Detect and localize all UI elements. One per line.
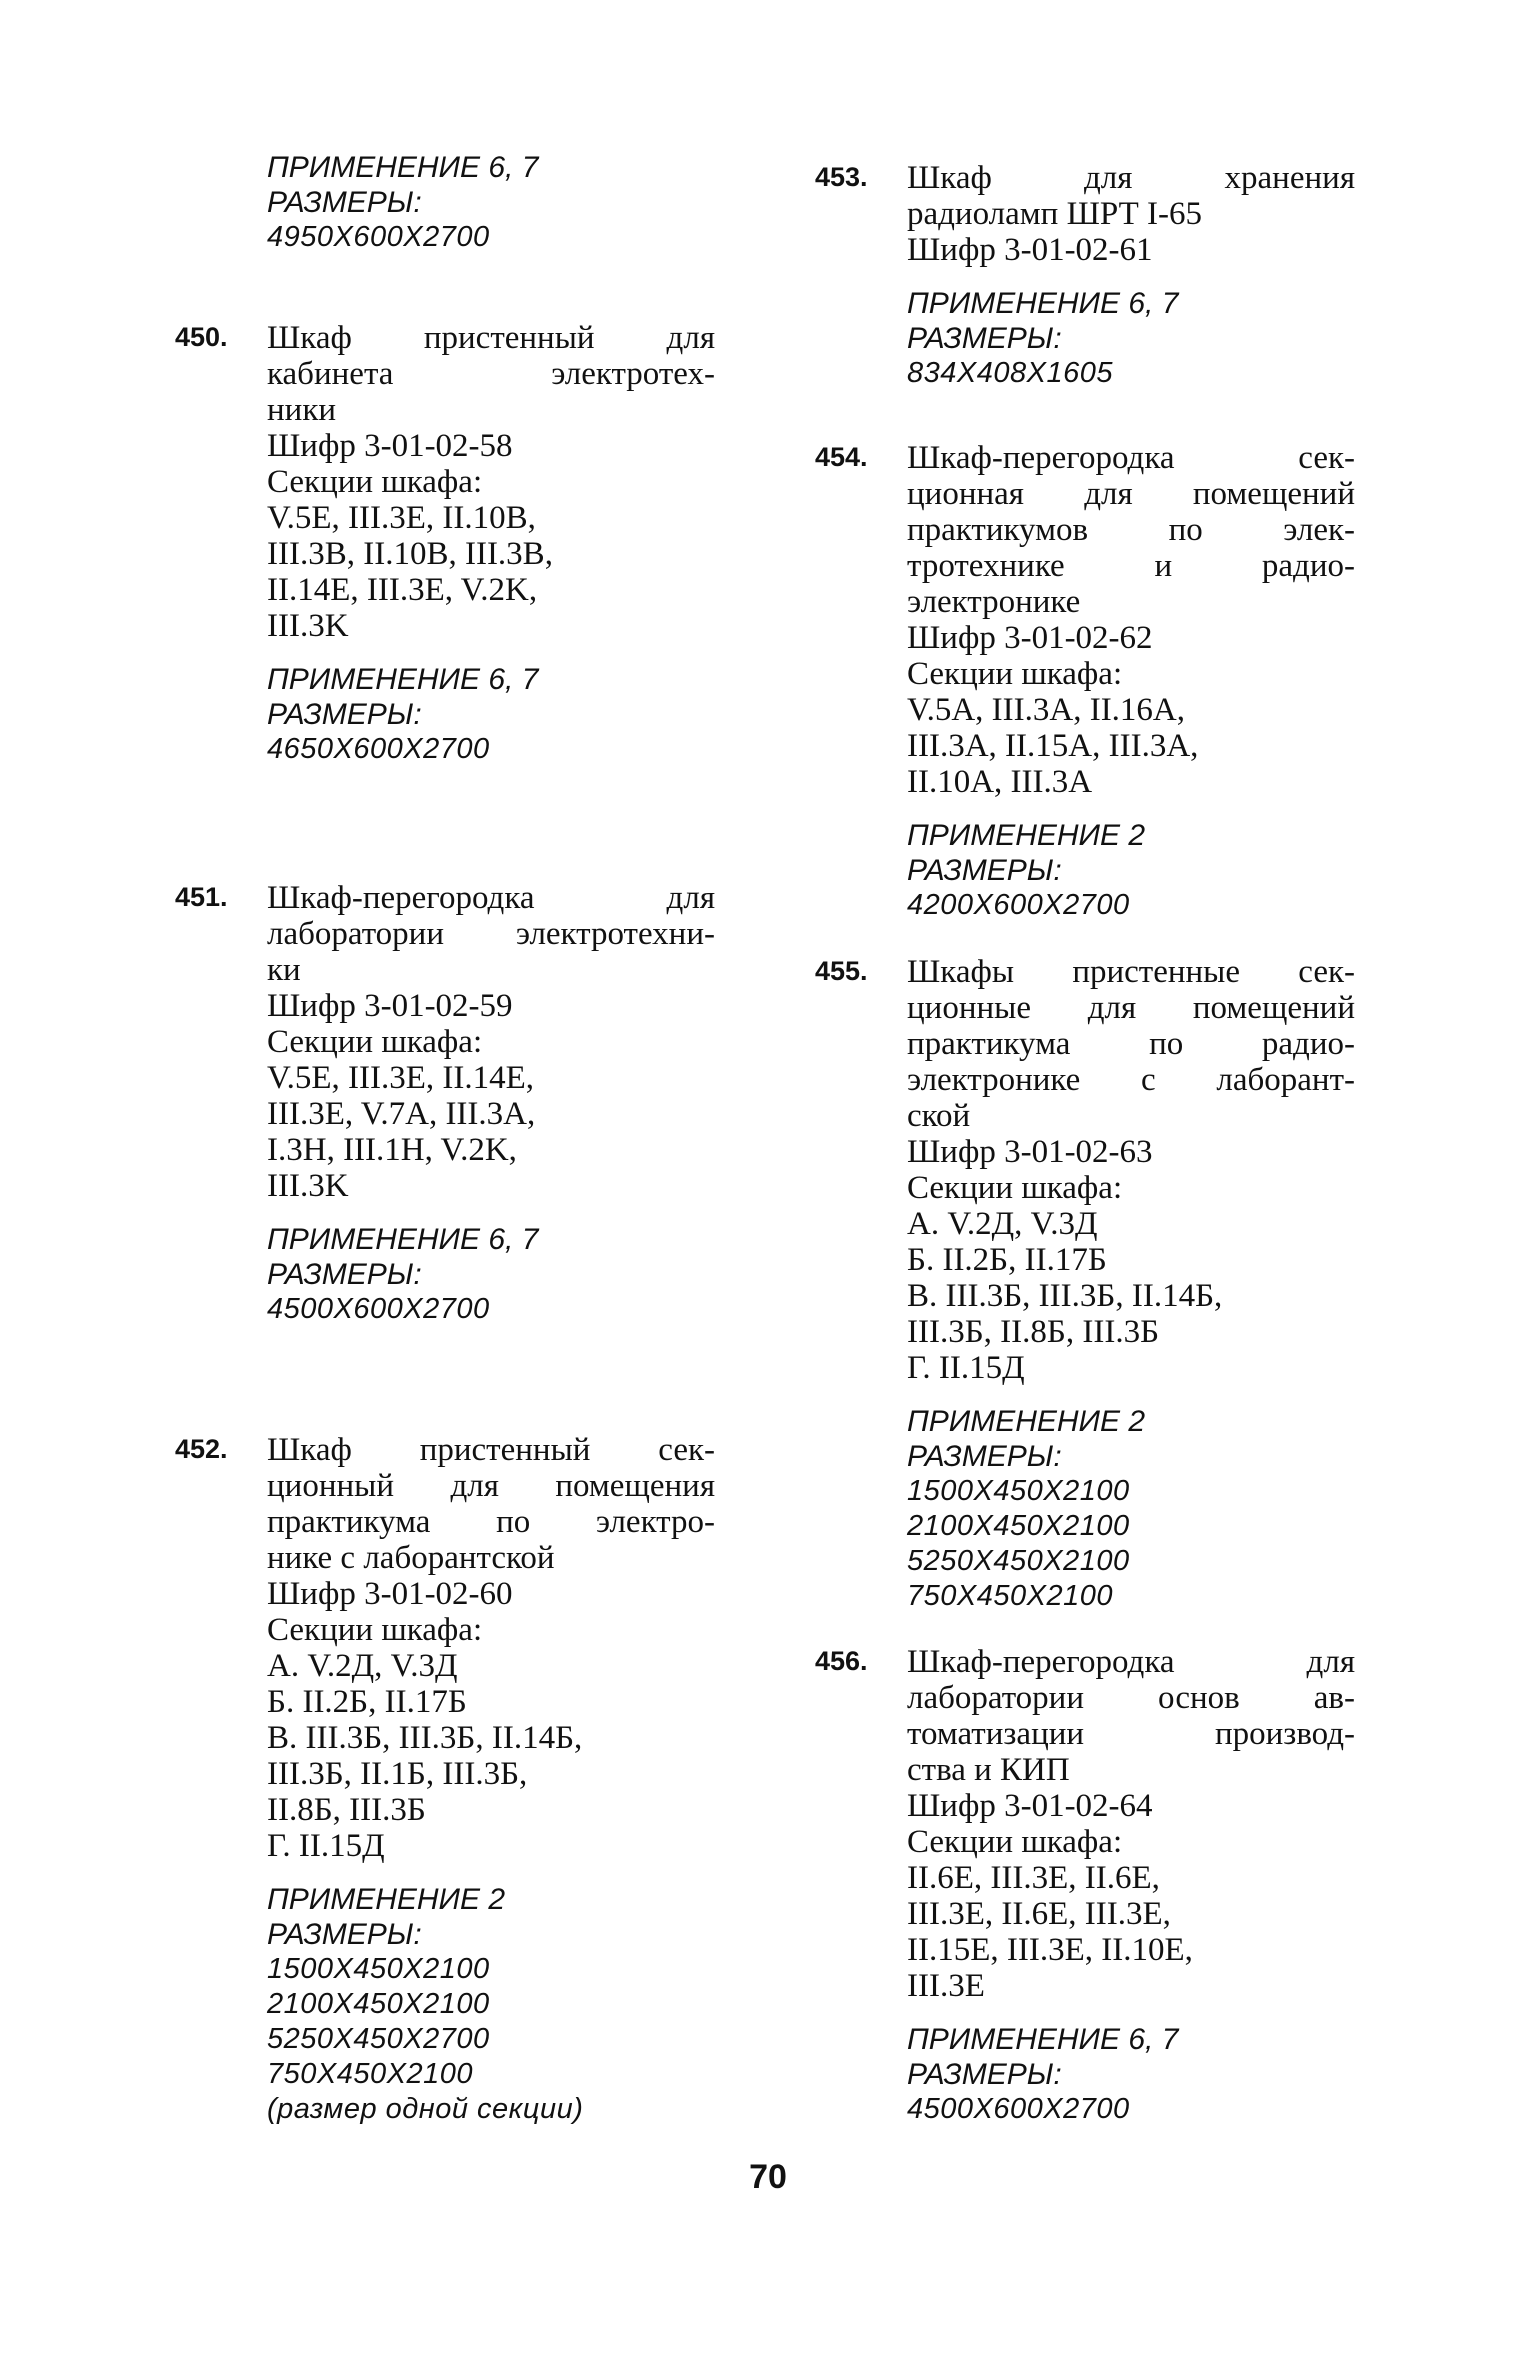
section-codes: Г. II.15Д [907, 1350, 1025, 1386]
application-text: ПРИМЕНЕНИЕ 6, 7 [907, 2023, 1179, 2056]
entry-title-line: ционный для помещения [267, 1468, 715, 1504]
sizes-list [907, 888, 1355, 923]
sizes-label: РАЗМЕРЫ: [267, 1918, 422, 1951]
size-value: 1500X450X2100 [907, 1475, 1130, 1507]
application-block [907, 286, 1355, 391]
entry-title-line: Шкаф-перегородка сек- [907, 440, 1355, 476]
entry-title-line: практикума по радио- [907, 1026, 1355, 1062]
section-codes: II.8Б, III.3Б [267, 1792, 426, 1828]
entry-number: 451. [175, 882, 228, 912]
sizes-list [907, 356, 1355, 391]
cipher-code: Шифр 3-01-02-63 [907, 1134, 1153, 1170]
section-codes: V.5E, III.3E, II.14E, [267, 1060, 534, 1096]
section-codes: II.10A, III.3A [907, 764, 1093, 800]
sizes-label: РАЗМЕРЫ: [907, 2058, 1062, 2091]
catalog-entry-454 [815, 440, 1355, 923]
application-text: ПРИМЕНЕНИЕ 2 [267, 1883, 506, 1916]
section-codes: I.3H, III.1H, V.2K, [267, 1132, 517, 1168]
catalog-entry-452 [175, 1432, 715, 2127]
entry-number: 454. [815, 442, 868, 472]
sections-label: Секции шкафа: [267, 1024, 483, 1060]
sections-label: Секции шкафа: [907, 656, 1123, 692]
section-codes: II.14E, III.3E, V.2K, [267, 572, 538, 608]
application-block [267, 150, 715, 255]
entry-title-line: практикумов по элек- [907, 512, 1355, 548]
entry-title-line: лаборатории электротехни- [267, 916, 715, 952]
sizes-list [907, 2092, 1355, 2127]
section-codes: III.3K [267, 608, 349, 644]
catalog-entry-456 [815, 1644, 1355, 2127]
section-codes: III.3B, II.10B, III.3B, [267, 536, 553, 572]
application-text: ПРИМЕНЕНИЕ 6, 7 [267, 1223, 539, 1256]
sizes-label: РАЗМЕРЫ: [267, 1258, 422, 1291]
entry-title-line: ционная для помещений [907, 476, 1355, 512]
entry-number: 450. [175, 322, 228, 352]
entry-title-line: Шкаф пристенный сек- [267, 1432, 715, 1468]
entry-title-line: Шкаф пристенный для [267, 320, 715, 356]
sections-label: Секции шкафа: [267, 1612, 483, 1648]
entry-title-line: ники [267, 392, 337, 428]
section-codes: Б. II.2Б, II.17Б [267, 1684, 467, 1720]
application-block [907, 2022, 1355, 2127]
application-text: ПРИМЕНЕНИЕ 2 [907, 819, 1146, 852]
application-block [907, 818, 1355, 923]
size-value: 5250X450X2100 [907, 1545, 1130, 1577]
application-text: ПРИМЕНЕНИЕ 6, 7 [907, 287, 1179, 320]
entry-title-line: Шкаф-перегородка для [267, 880, 715, 916]
sections-label: Секции шкафа: [907, 1824, 1123, 1860]
catalog-entry-453 [815, 160, 1355, 391]
cipher-code: Шифр 3-01-02-62 [907, 620, 1153, 656]
section-codes: III.3E, II.6E, III.3E, [907, 1896, 1171, 1932]
application-text: ПРИМЕНЕНИЕ 6, 7 [267, 663, 539, 696]
section-codes: III.3A, II.15A, III.3A, [907, 728, 1199, 764]
entry-title-line: томатизации производ- [907, 1716, 1355, 1752]
entry-title-line: электронике с лаборант- [907, 1062, 1355, 1098]
application-text: ПРИМЕНЕНИЕ 2 [907, 1405, 1146, 1438]
entry-title-line: ской [907, 1098, 971, 1134]
sizes-label: РАЗМЕРЫ: [267, 186, 422, 219]
section-codes: А. V.2Д, V.3Д [907, 1206, 1098, 1242]
size-value: 4500X600X2700 [267, 1293, 490, 1325]
sizes-list [267, 220, 715, 255]
size-value: 834X408X1605 [907, 357, 1113, 389]
size-value: 4950X600X2700 [267, 221, 490, 253]
application-block [267, 662, 715, 767]
section-codes: В. III.3Б, III.3Б, II.14Б, [267, 1720, 583, 1756]
size-value: 5250X450X2700 [267, 2023, 490, 2055]
page-number: 70 [749, 2158, 787, 2196]
section-codes: V.5E, III.3E, II.10B, [267, 500, 536, 536]
entry-title-line: лаборатории основ ав- [907, 1680, 1355, 1716]
cipher-code: Шифр 3-01-02-59 [267, 988, 513, 1024]
entry-number: 456. [815, 1646, 868, 1676]
sections-label: Секции шкафа: [267, 464, 483, 500]
entry-title-line: ционные для помещений [907, 990, 1355, 1026]
entry-number: 453. [815, 162, 868, 192]
section-codes: III.3K [267, 1168, 349, 1204]
entry-title-line: электронике [907, 584, 1081, 620]
entry-title-line: кабинета электротех- [267, 356, 715, 392]
cipher-code: Шифр 3-01-02-60 [267, 1576, 513, 1612]
size-value: 4200X600X2700 [907, 889, 1130, 921]
sizes-list [267, 1292, 715, 1327]
section-codes: III.3E [907, 1968, 985, 2004]
entry-title-line: нике с лаборантской [267, 1540, 555, 1576]
application-block [267, 1882, 715, 2127]
entry-title-line: Шкаф для хранения [907, 160, 1355, 196]
size-note: (размер одной секции) [267, 2093, 584, 2125]
size-value: 2100X450X2100 [267, 1988, 490, 2020]
sizes-list [907, 1474, 1355, 1614]
section-codes: А. V.2Д, V.3Д [267, 1648, 458, 1684]
cipher-code: Шифр 3-01-02-61 [907, 232, 1153, 268]
entry-number: 455. [815, 956, 868, 986]
catalog-entry-450 [175, 320, 715, 767]
catalog-entry-455 [815, 954, 1355, 1614]
sizes-label: РАЗМЕРЫ: [907, 1440, 1062, 1473]
entry-title-line: ства и КИП [907, 1752, 1070, 1788]
application-text: ПРИМЕНЕНИЕ 6, 7 [267, 151, 539, 184]
section-codes: V.5A, III.3A, II.16A, [907, 692, 1186, 728]
sizes-label: РАЗМЕРЫ: [907, 854, 1062, 887]
sections-label: Секции шкафа: [907, 1170, 1123, 1206]
entry-title-line: Шкаф-перегородка для [907, 1644, 1355, 1680]
sizes-label: РАЗМЕРЫ: [267, 698, 422, 731]
cipher-code: Шифр 3-01-02-64 [907, 1788, 1153, 1824]
sizes-list [267, 1952, 715, 2127]
section-codes: II.6E, III.3E, II.6E, [907, 1860, 1160, 1896]
section-codes: II.15E, III.3E, II.10E, [907, 1932, 1193, 1968]
entry-number: 452. [175, 1434, 228, 1464]
size-value: 750X450X2100 [907, 1580, 1113, 1612]
application-block [907, 1404, 1355, 1614]
size-value: 750X450X2100 [267, 2058, 473, 2090]
sizes-list [267, 732, 715, 767]
sizes-label: РАЗМЕРЫ: [907, 322, 1062, 355]
section-codes: В. III.3Б, III.3Б, II.14Б, [907, 1278, 1223, 1314]
entry-title-line: тротехнике и радио- [907, 548, 1355, 584]
size-value: 4650X600X2700 [267, 733, 490, 765]
entry-title-line: ки [267, 952, 301, 988]
section-codes: Г. II.15Д [267, 1828, 385, 1864]
entry-title-line: практикума по электро- [267, 1504, 715, 1540]
section-codes: III.3E, V.7A, III.3A, [267, 1096, 536, 1132]
size-value: 1500X450X2100 [267, 1953, 490, 1985]
continued-entry [175, 150, 715, 255]
section-codes: III.3Б, II.1Б, III.3Б, [267, 1756, 528, 1792]
entry-title-line: Шкафы пристенные сек- [907, 954, 1355, 990]
section-codes: III.3Б, II.8Б, III.3Б [907, 1314, 1160, 1350]
entry-title-line: радиоламп ШРТ I-65 [907, 196, 1203, 232]
section-codes: Б. II.2Б, II.17Б [907, 1242, 1107, 1278]
catalog-entry-451 [175, 880, 715, 1327]
size-value: 2100X450X2100 [907, 1510, 1130, 1542]
size-value: 4500X600X2700 [907, 2093, 1130, 2125]
cipher-code: Шифр 3-01-02-58 [267, 428, 513, 464]
application-block [267, 1222, 715, 1327]
